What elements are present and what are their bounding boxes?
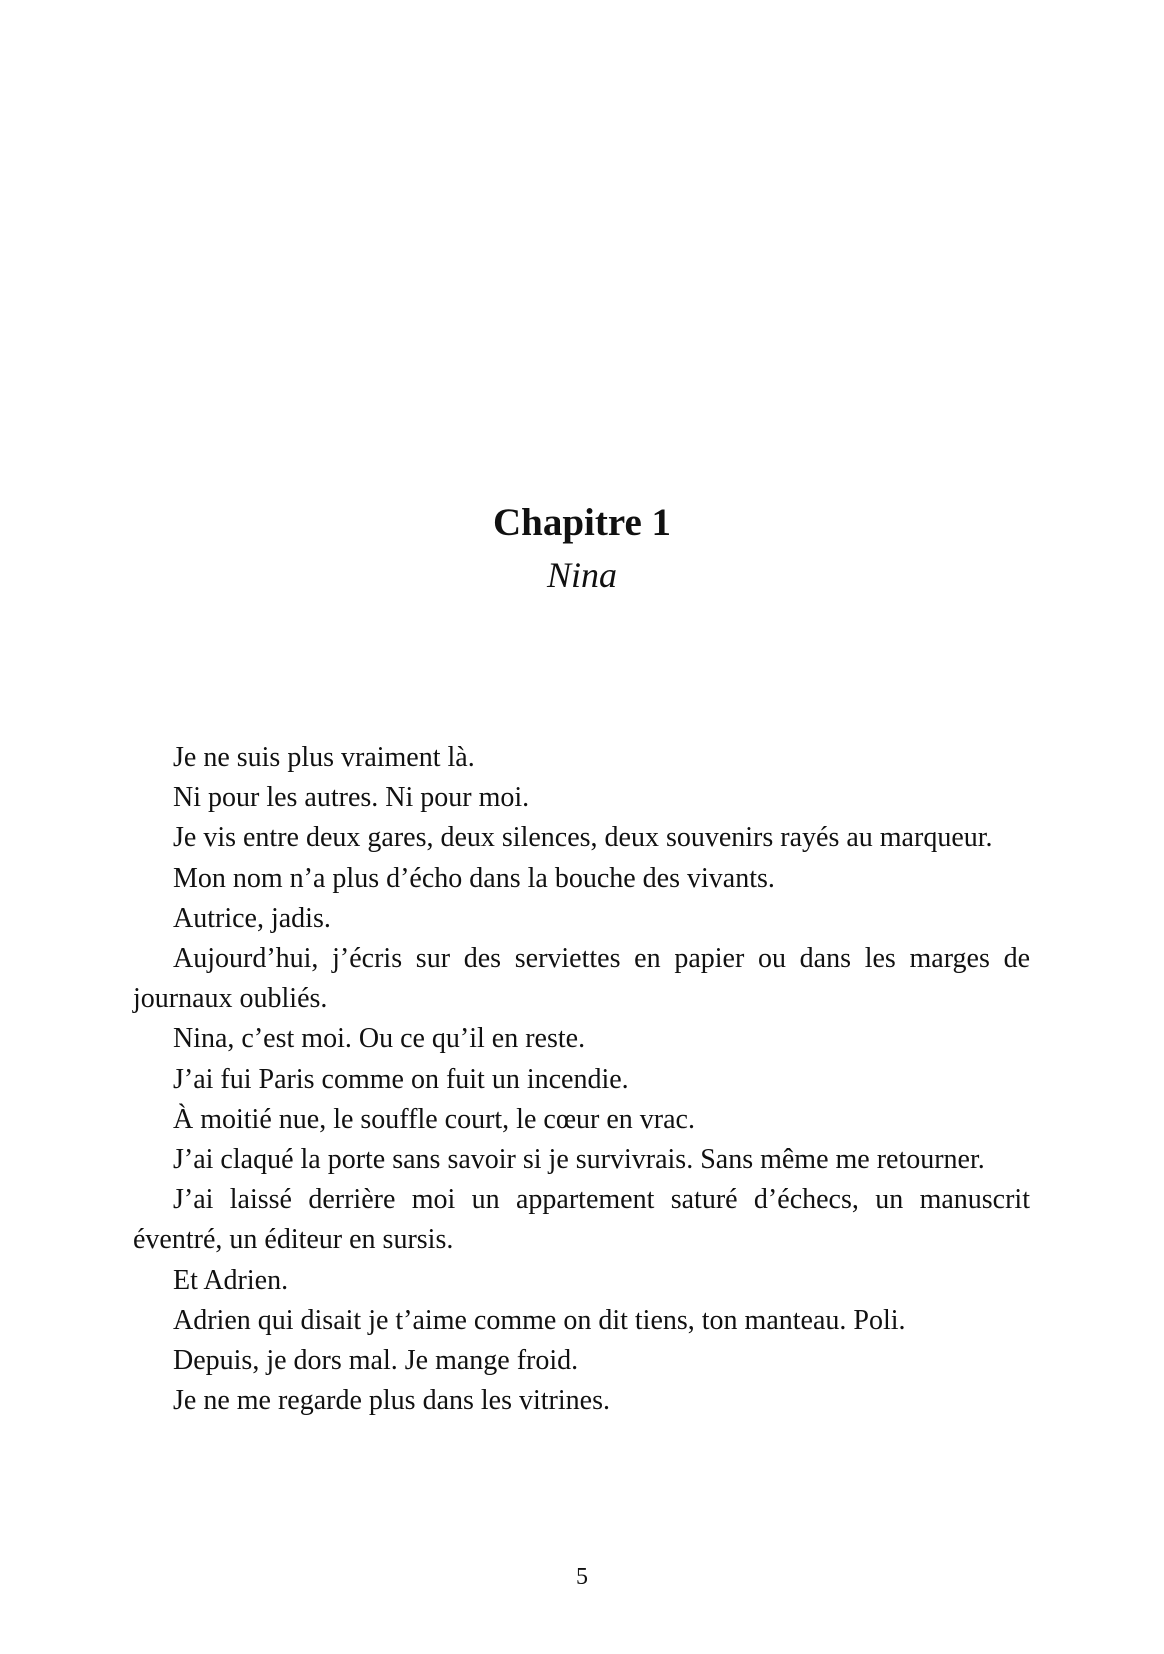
paragraph: Je ne me regarde plus dans les vitrines. [173, 1385, 610, 1417]
paragraph: À moitié nue, le souffle court, le cœur en vrac. [173, 1103, 695, 1135]
chapter-body [133, 738, 1030, 1421]
paragraph: Adrien qui disait je t’aime comme on dit tiens, ton manteau. Poli. [173, 1304, 906, 1336]
paragraph: Mon nom n’a plus d’écho dans la bouche des vivants. [173, 862, 775, 894]
paragraph: Ni pour les autres. Ni pour moi. [173, 782, 530, 814]
page-number: 5 [576, 1564, 588, 1590]
paragraph: Depuis, je dors mal. Je mange froid. [173, 1345, 579, 1377]
paragraph: Aujourd’hui, j’écris sur des serviettes en papier ou dans les marges de journaux oubliés. [133, 943, 1030, 1015]
paragraph: Je ne suis plus vraiment là. [173, 742, 475, 773]
paragraph: Autrice, jadis. [173, 902, 331, 934]
chapter-heading [0, 497, 1164, 601]
paragraph: Et Adrien. [173, 1264, 289, 1296]
chapter-subtitle: Nina [546, 555, 617, 595]
paragraph: J’ai claqué la porte sans savoir si je survivrais. Sans même me retourner. [173, 1144, 985, 1176]
paragraph: J’ai laissé derrière moi un appartement saturé d’échecs, un manuscrit éventré, un éditeur en sursis. [133, 1184, 1030, 1256]
paragraph: J’ai fui Paris comme on fuit un incendie. [173, 1063, 629, 1095]
paragraph: Je vis entre deux gares, deux silences, deux souvenirs rayés au marqueur. [173, 822, 993, 854]
chapter-title: Chapitre 1 [492, 501, 672, 544]
paragraph: Nina, c’est moi. Ou ce qu’il en reste. [173, 1023, 586, 1055]
